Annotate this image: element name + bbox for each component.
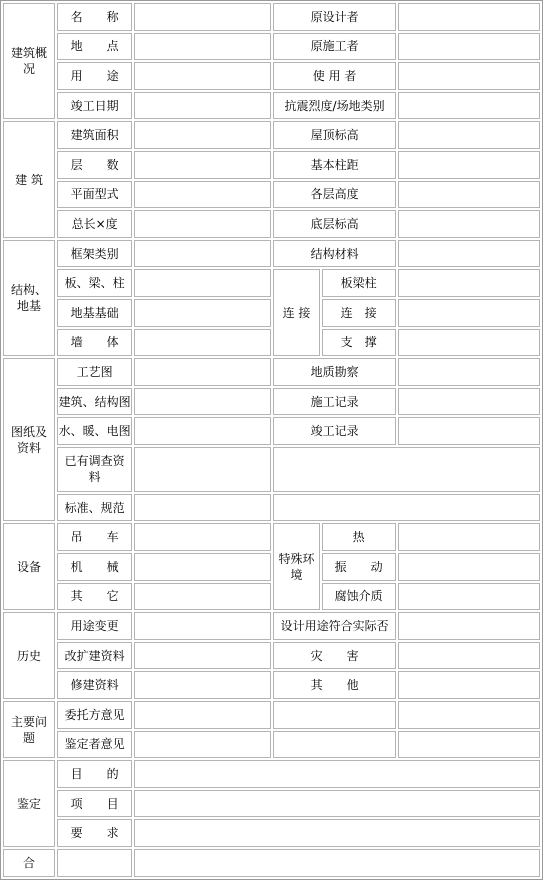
label-arch-struct-drawings: 建筑、结构图 (57, 388, 132, 416)
field-support[interactable] (398, 329, 540, 357)
label-disaster: 灾 害 (273, 642, 395, 670)
label-requirements: 要 求 (57, 819, 132, 847)
label-other-history: 其 他 (273, 671, 395, 699)
section-appraisal: 鉴定 (3, 760, 55, 847)
label-user: 使 用 者 (273, 62, 395, 90)
field-joint[interactable] (398, 299, 540, 327)
field-renovation[interactable] (134, 642, 271, 670)
label-corrosive: 腐蚀介质 (322, 583, 396, 611)
label-structural-material: 结构材料 (273, 240, 395, 268)
field-purpose[interactable] (134, 62, 271, 90)
field-user[interactable] (398, 62, 540, 90)
field-design-use-match[interactable] (398, 612, 540, 640)
section-drawings: 图纸及资料 (3, 358, 55, 521)
label-special-env: 特殊环境 (273, 523, 319, 610)
field-vibration[interactable] (398, 553, 540, 581)
label-purpose: 用 途 (57, 62, 132, 90)
field-completion-records[interactable] (398, 417, 540, 445)
field-ground-elevation[interactable] (398, 210, 540, 238)
label-support: 支 撑 (322, 329, 396, 357)
field-stories[interactable] (134, 151, 271, 179)
field-other-equipment[interactable] (134, 583, 271, 611)
label-roof-elevation: 屋顶标高 (273, 121, 395, 149)
field-heat[interactable] (398, 523, 540, 551)
field-items[interactable] (134, 790, 540, 818)
field-conclusion[interactable] (134, 849, 540, 877)
label-joint: 连 接 (322, 299, 396, 327)
label-plan-form: 平面型式 (57, 181, 132, 209)
section-overview: 建筑概况 (3, 3, 55, 119)
field-slab-beam-column-2[interactable] (398, 269, 540, 297)
field-appraiser-opinion-extra-2[interactable] (398, 731, 540, 759)
label-slab-beam-column-2: 板梁柱 (322, 269, 396, 297)
label-column-spacing: 基本柱距 (273, 151, 395, 179)
label-seismic: 抗震烈度/场地类别 (273, 92, 395, 120)
field-completion-date[interactable] (134, 92, 271, 120)
label-name: 名 称 (57, 3, 132, 31)
field-client-opinion-extra-2[interactable] (398, 701, 540, 729)
label-other-equipment: 其 它 (57, 583, 132, 611)
label-wall: 墙 体 (57, 329, 132, 357)
field-existing-survey[interactable] (134, 447, 271, 492)
field-other-history[interactable] (398, 671, 540, 699)
label-use-change: 用途变更 (57, 612, 132, 640)
label-geo-survey: 地质勘察 (273, 358, 395, 386)
label-existing-survey: 已有调查资料 (57, 447, 132, 492)
label-location: 地 点 (57, 33, 132, 61)
field-column-spacing[interactable] (398, 151, 540, 179)
field-existing-survey-notes[interactable] (273, 447, 540, 492)
field-original-constructor[interactable] (398, 33, 540, 61)
label-original-constructor: 原施工者 (273, 33, 395, 61)
label-vibration: 振 动 (322, 553, 396, 581)
field-objective[interactable] (134, 760, 540, 788)
section-building: 建 筑 (3, 121, 55, 237)
field-construction-records[interactable] (398, 388, 540, 416)
field-repair[interactable] (134, 671, 271, 699)
field-crane[interactable] (134, 523, 271, 551)
label-process-drawings: 工艺图 (57, 358, 132, 386)
field-story-heights[interactable] (398, 181, 540, 209)
field-use-change[interactable] (134, 612, 271, 640)
label-foundation: 地基基础 (57, 299, 132, 327)
field-conclusion-label[interactable] (57, 849, 132, 877)
field-client-opinion[interactable] (134, 701, 271, 729)
field-appraiser-opinion[interactable] (134, 731, 271, 759)
label-repair: 修建资料 (57, 671, 132, 699)
label-ground-elevation: 底层标高 (273, 210, 395, 238)
field-plan-form[interactable] (134, 181, 271, 209)
field-appraiser-opinion-extra[interactable] (273, 731, 395, 759)
label-client-opinion: 委托方意见 (57, 701, 132, 729)
field-requirements[interactable] (134, 819, 540, 847)
label-completion-records: 竣工记录 (273, 417, 395, 445)
field-structural-material[interactable] (398, 240, 540, 268)
label-length-width: 总长×度 (57, 210, 132, 238)
field-location[interactable] (134, 33, 271, 61)
label-original-designer: 原设计者 (273, 3, 395, 31)
label-items: 项 目 (57, 790, 132, 818)
field-geo-survey[interactable] (398, 358, 540, 386)
field-process-drawings[interactable] (134, 358, 271, 386)
label-machinery: 机 械 (57, 553, 132, 581)
field-seismic[interactable] (398, 92, 540, 120)
field-arch-struct-drawings[interactable] (134, 388, 271, 416)
field-corrosive[interactable] (398, 583, 540, 611)
field-wall[interactable] (134, 329, 271, 357)
label-objective: 目 的 (57, 760, 132, 788)
field-roof-elevation[interactable] (398, 121, 540, 149)
label-stories: 层 数 (57, 151, 132, 179)
label-crane: 吊 车 (57, 523, 132, 551)
field-disaster[interactable] (398, 642, 540, 670)
section-structure: 结构、地基 (3, 240, 55, 356)
section-history: 历史 (3, 612, 55, 699)
label-appraiser-opinion: 鉴定者意见 (57, 731, 132, 759)
field-length-width[interactable] (134, 210, 271, 238)
label-design-use-match: 设计用途符合实际否 (273, 612, 395, 640)
label-standards: 标准、规范 (57, 494, 132, 522)
section-conclusion: 合 (3, 849, 55, 877)
label-construction-records: 施工记录 (273, 388, 395, 416)
label-slab-beam-column: 板、梁、柱 (57, 269, 132, 297)
field-standards-notes[interactable] (273, 494, 540, 522)
field-name[interactable] (134, 3, 271, 31)
field-machinery[interactable] (134, 553, 271, 581)
label-completion-date: 竣工日期 (57, 92, 132, 120)
field-frame-type[interactable] (134, 240, 271, 268)
label-floor-area: 建筑面积 (57, 121, 132, 149)
label-renovation: 改扩建资料 (57, 642, 132, 670)
field-slab-beam-column[interactable] (134, 269, 271, 297)
section-equipment: 设备 (3, 523, 55, 610)
label-heat: 热 (322, 523, 396, 551)
field-foundation[interactable] (134, 299, 271, 327)
field-original-designer[interactable] (398, 3, 540, 31)
label-mep-drawings: 水、暖、电图 (57, 417, 132, 445)
label-frame-type: 框架类别 (57, 240, 132, 268)
field-standards[interactable] (134, 494, 271, 522)
field-mep-drawings[interactable] (134, 417, 271, 445)
label-story-heights: 各层高度 (273, 181, 395, 209)
section-main-issues: 主要问题 (3, 701, 55, 758)
field-client-opinion-extra[interactable] (273, 701, 395, 729)
label-connection: 连 接 (273, 269, 319, 356)
field-floor-area[interactable] (134, 121, 271, 149)
